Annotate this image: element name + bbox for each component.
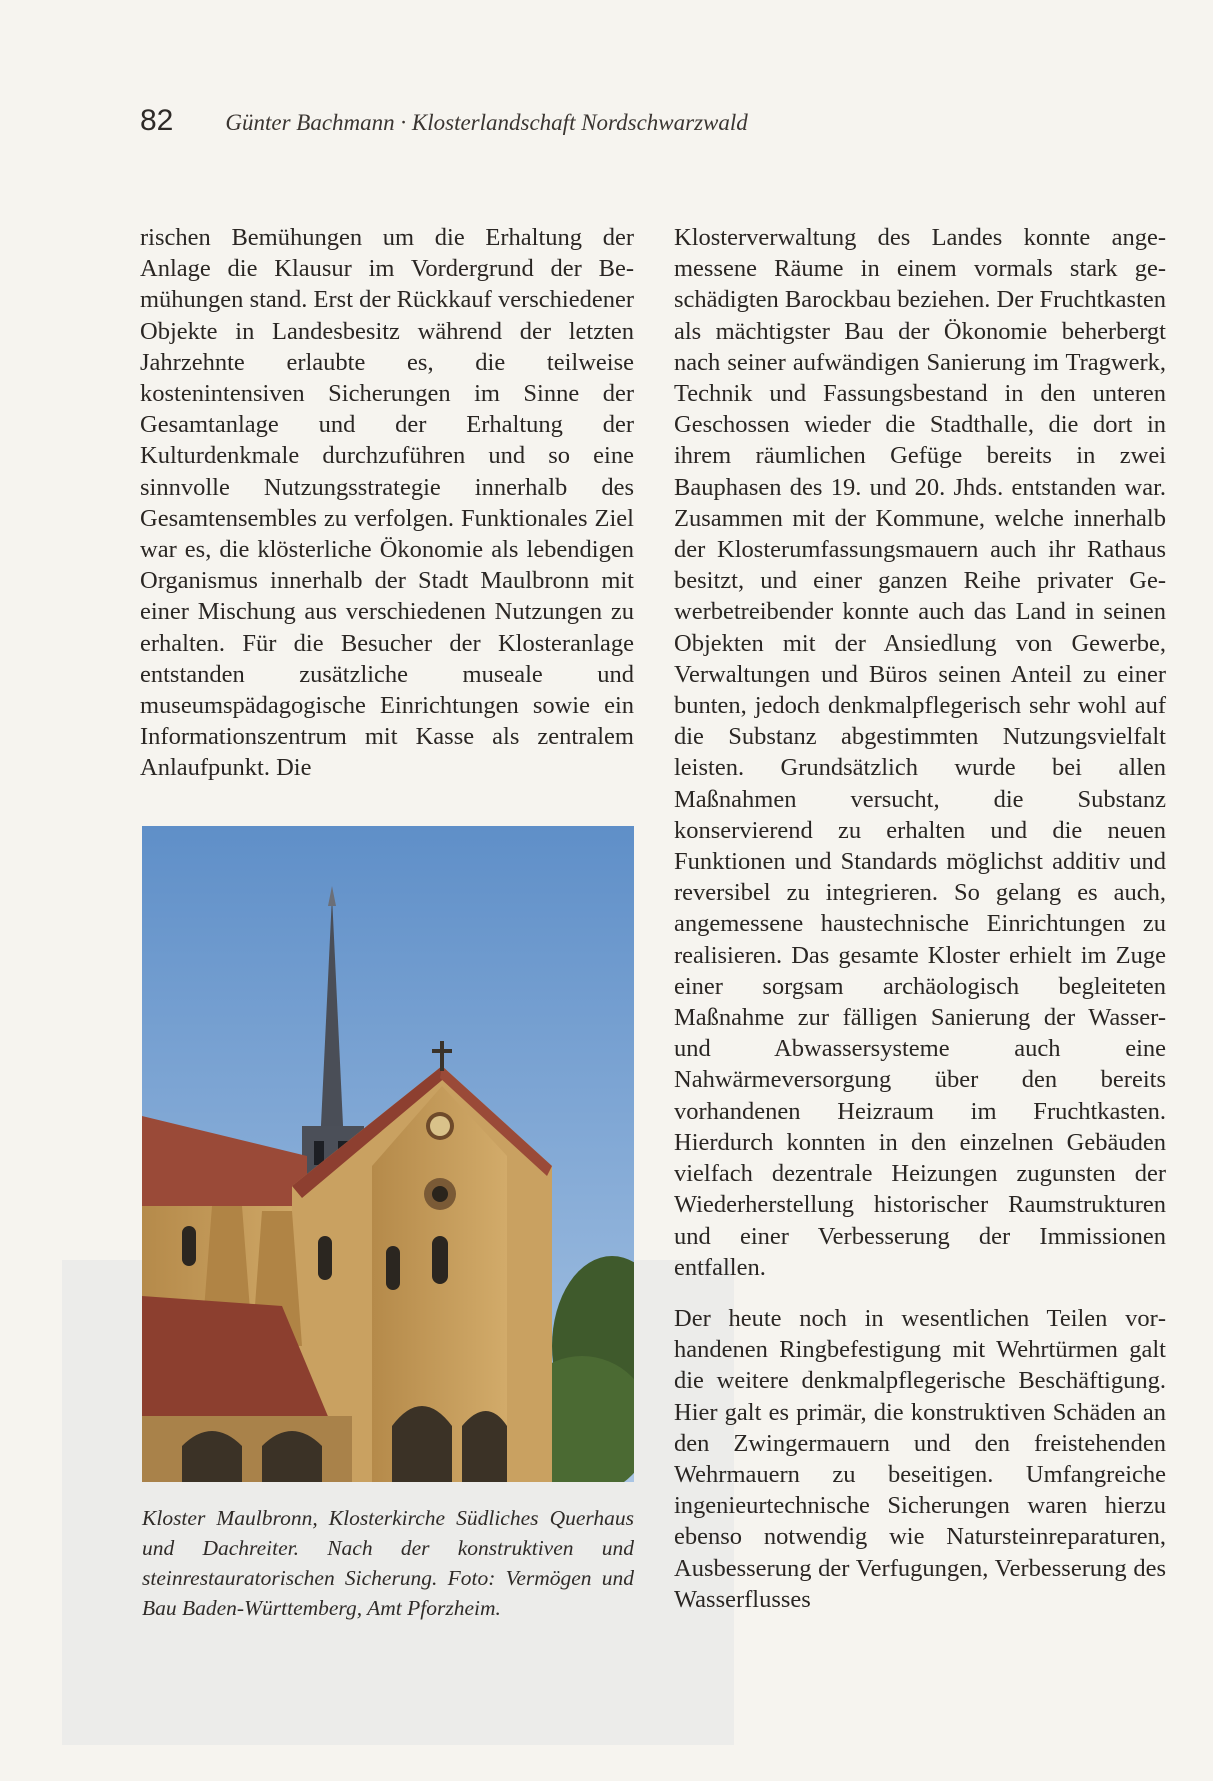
- church-photo: [142, 826, 634, 1482]
- figure-caption: Kloster Maulbronn, Klosterkirche Südliches Querhaus und Dachreiter. Nach der konstruktiven und steinrestauratorischen Sicherung. Foto: Vermögen und Bau Baden-Württemberg, Amt Pforzheim.: [142, 1506, 634, 1620]
- church-photo-illustration: [142, 826, 634, 1482]
- left-column: [140, 222, 634, 784]
- right-column-paragraph-1: Klosterverwaltung des Landes konnte angemessene Räume in einem vormals stark geschädigten Barockbau beziehen. Der Fruchtkasten als mächtigster Bau der Ökonomie beherbergt nach seiner aufwändigen Sanierung im Tragwerk, Technik und Fassungsbestand in den unteren Geschossen wieder die Stadthalle, die dort in ihrem räumlichen Gefüge bereits in zwei Bauphasen des 19. und 20. Jhds. entstanden war. Zusammen mit der Kommune, welche innerhalb der Klosterumfassungsmauern auch ihr Rathaus besitzt, und einer ganzen Reihe privater Gewerbetreibender konnte auch das Land in seinen Objekten mit der Ansiedlung von Gewerbe, Verwaltungen und Büros seinen Anteil zu einer bunten, jedoch denkmalpflegerisch sehr wohl auf die Substanz abgestimmten Nutzungsvielfalt leisten. Grundsätzlich wurde bei allen Maßnahmen versucht, die Substanz konservierend zu erhalten und die neuen Funktionen und Standards möglichst additiv und reversibel zu integrieren. So gelang es auch, angemessene haustechnische Einrichtungen zu realisieren. Das gesamte Kloster erhielt im Zuge einer sorgsam archäologisch begleiteten Maßnahme zur fälligen Sanierung der Wasser- und Abwassersysteme auch eine Nahwärmeversorgung über den bereits vorhandenen Heizraum im Fruchtkasten. Hierdurch konnten in den einzelnen Gebäuden vielfach dezentrale Heizungen zugunsten der Wiederherstellung historischer Raumstrukturen und einer Verbesserung der Immissionen entfallen.: [674, 224, 1166, 1281]
- right-column: [674, 222, 1166, 1615]
- left-column-paragraph: rischen Bemühungen um die Erhaltung der Anlage die Klausur im Vordergrund der Bemühungen stand. Erst der Rückkauf verschiedener Objekte in Landesbesitz während der letzten Jahrzehnte erlaubte es, die teilweise kostenintensiven Sicherungen im Sinne der Gesamtanlage und der Erhaltung der Kulturdenkmale durchzuführen und so eine sinnvolle Nutzungsstrategie innerhalb des Gesamtensembles zu verfolgen. Funktionales Ziel war es, die klösterliche Ökonomie als lebendigen Organismus innerhalb der Stadt Maulbronn mit einer Mischung aus verschiedenen Nutzungen zu erhalten. Für die Besucher der Klosteranlage entstanden zusätzliche museale und museumspädagogische Einrichtungen sowie ein Informationszentrum mit Kasse als zentralem Anlaufpunkt. Die: [140, 224, 634, 782]
- right-column-paragraph-2: Der heute noch in wesentlichen Teilen vorhandenen Ringbefestigung mit Wehrtürmen galt die weitere denkmalpflegerische Beschäftigung. Hier galt es primär, die konstruktiven Schäden an den Zwingermauern und den freistehenden Wehrmauern zu beseitigen. Umfangreiche ingenieurtechnische Sicherungen waren hierzu ebenso notwendig wie Natursteinreparaturen, Ausbesserung der Verfugungen, Verbesserung des Wasserflusses: [674, 1304, 1166, 1613]
- page-number: 82: [140, 104, 174, 137]
- running-head: Günter Bachmann · Klosterlandschaft Nordschwarzwald: [225, 110, 748, 135]
- page-header: [140, 104, 1100, 154]
